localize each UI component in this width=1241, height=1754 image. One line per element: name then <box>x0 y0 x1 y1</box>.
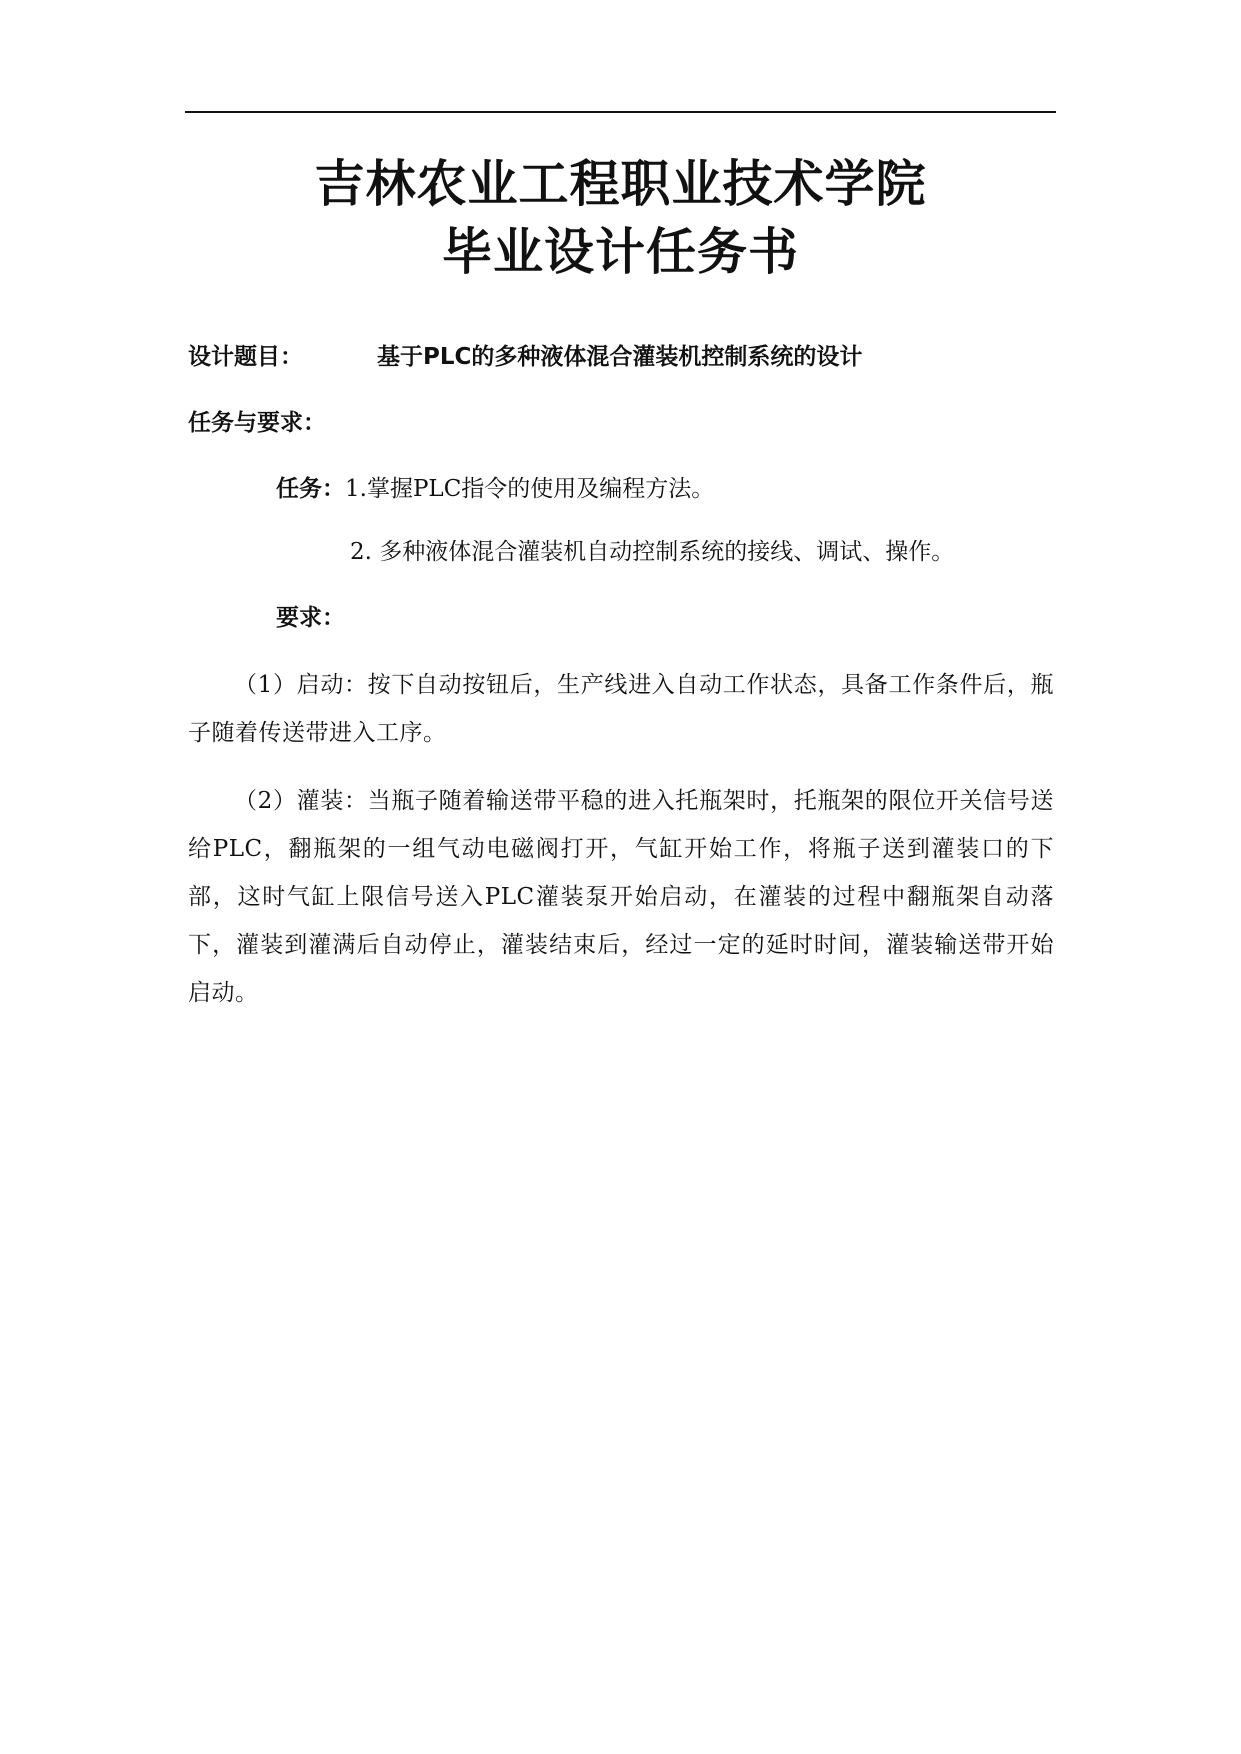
document-title: 毕业设计任务书 <box>442 223 799 281</box>
requirement-paragraph-1: （1）启动：按下自动按钮后，生产线进入自动工作状态，具备工作条件后，瓶子随着传送带进入工序。 <box>188 672 1054 746</box>
topic-value: 基于PLC的多种液体混合灌装机控制系统的设计 <box>377 344 863 370</box>
task-label: 任务： <box>276 476 345 502</box>
topic-label: 设计题目： <box>188 344 303 370</box>
header-rule <box>185 111 1056 113</box>
requirement-paragraph-2: （2）灌装：当瓶子随着输送带平稳的进入托瓶架时，托瓶架的限位开关信号送给PLC，翻瓶架的一组气动电磁阀打开，气缸开始工作，将瓶子送到灌装口的下部，这时气缸上限信号送入PLC灌装泵开始启动，在灌装的过程中翻瓶架自动落下，灌装到灌满后自动停止，灌装结束后，经过一定的延时时间，灌装输送带开始启动。 <box>188 788 1054 1006</box>
task-requirements-heading: 任务与要求： <box>188 410 326 436</box>
task-item-2: 2. 多种液体混合灌装机自动控制系统的接线、调试、操作。 <box>350 539 955 565</box>
institution-title: 吉林农业工程职业技术学院 <box>314 155 927 213</box>
task-item-1-text: 1.掌握PLC指令的使用及编程方法。 <box>345 476 715 502</box>
task-item-1 <box>276 474 714 504</box>
requirements-label: 要求： <box>276 605 345 631</box>
